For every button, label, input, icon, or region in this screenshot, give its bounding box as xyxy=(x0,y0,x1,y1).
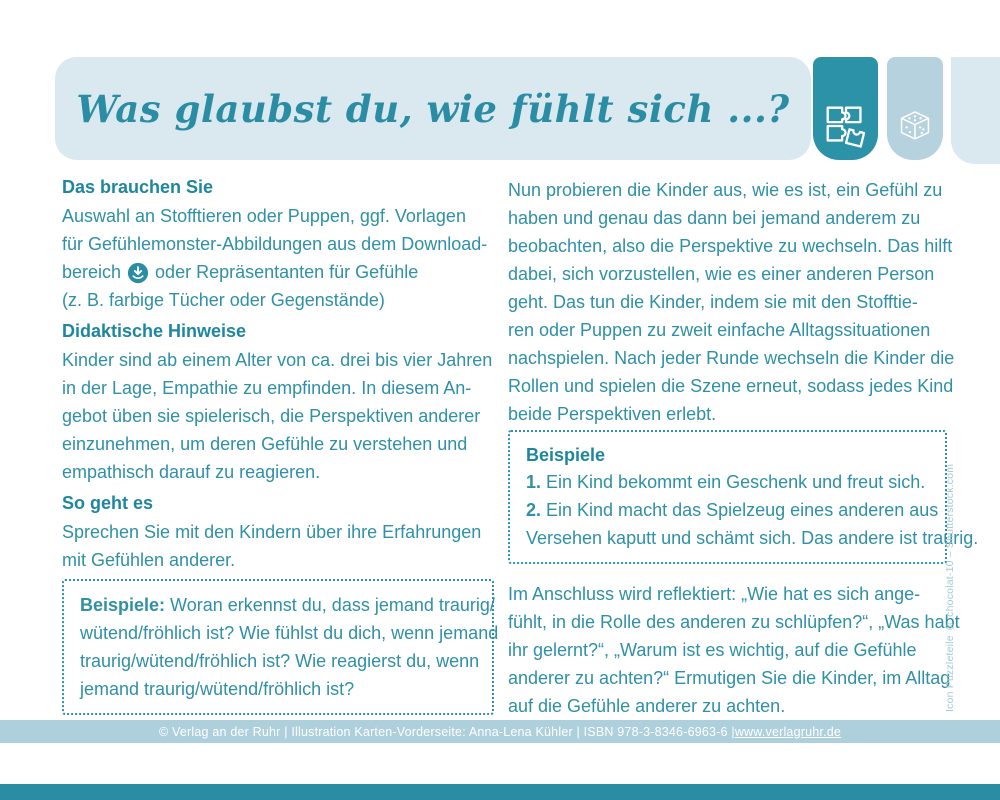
text-line: traurig/wütend/fröhlich ist? Wie reagierst du, wenn xyxy=(80,651,480,671)
text-line: wütend/fröhlich ist? Wie fühlst du dich, wenn jemand xyxy=(80,623,499,643)
text-line: gebot üben sie spielerisch, die Perspektiven anderer xyxy=(62,406,481,426)
paragraph-didactics xyxy=(62,346,502,486)
paragraph-material xyxy=(62,202,502,314)
tab-dice xyxy=(887,57,943,160)
text-line: ren oder Puppen zu zweit einfache Alltagssituationen xyxy=(508,320,931,340)
bottom-accent-strip xyxy=(0,784,1000,800)
text-line: geht. Das tun die Kinder, indem sie mit den Stofftie- xyxy=(508,292,918,312)
text-line: Versehen kaputt und schämt sich. Das andere ist traurig. xyxy=(526,528,979,548)
publisher-url[interactable]: www.verlagruhr.de xyxy=(734,724,842,739)
section-heading-didaktische-hinweise: Didaktische Hinweise xyxy=(62,321,247,341)
text-line: mit Gefühlen anderer. xyxy=(62,550,236,570)
text-line: (z. B. farbige Tücher oder Gegenstände) xyxy=(62,290,385,310)
examples-left-text xyxy=(80,591,499,703)
download-icon xyxy=(126,262,150,282)
footer-bar xyxy=(0,720,1000,743)
text-line: einzunehmen, um deren Gefühle zu verstehen und xyxy=(62,434,468,454)
text-line: 2. Ein Kind macht das Spielzeug eines anderen aus xyxy=(526,500,939,520)
title-bar xyxy=(55,57,811,160)
puzzle-icon xyxy=(820,100,872,152)
text-line: beobachten, also die Perspektive zu wechseln. Das hilft xyxy=(508,236,953,256)
text-line: jemand traurig/wütend/fröhlich ist? xyxy=(80,679,355,699)
text-line: haben und genau das dann bei jemand anderem zu xyxy=(508,208,921,228)
text-line: ihr gelernt?“, „Warum ist es wichtig, auf die Gefühle xyxy=(508,640,917,660)
paragraph-how-to xyxy=(62,518,502,574)
tab-puzzle xyxy=(813,57,878,160)
text-line: Sprechen Sie mit den Kindern über ihre Erfahrungen xyxy=(62,522,482,542)
text-line: empathisch darauf zu reagieren. xyxy=(62,462,321,482)
page-title: Was glaubst du, wie fühlt sich ...? xyxy=(76,86,790,131)
section-heading-so-geht-es: So geht es xyxy=(62,493,154,513)
text-line: für Gefühlemonster-Abbildungen aus dem Download- xyxy=(62,234,488,254)
left-column xyxy=(62,174,502,715)
text-line: beide Perspektiven erlebt. xyxy=(508,404,717,424)
dice-icon xyxy=(896,108,934,146)
text-line: Rollen und spielen die Szene erneut, sodass jedes Kind xyxy=(508,376,954,396)
text-line: fühlt, in die Rolle des anderen zu schlüpfen?“, „Was habt xyxy=(508,612,960,632)
text-line: bereich oder Repräsentanten für Gefühle xyxy=(62,262,419,282)
text-line: dabei, sich vorzustellen, wie es einer anderen Person xyxy=(508,264,935,284)
tab-partial xyxy=(951,57,1000,164)
paragraph-perspective xyxy=(508,176,955,428)
image-credit: Icon Puzzleteile © chocolat-10 – Shutterstock.com xyxy=(944,463,956,712)
examples-box-heading: Beispiele xyxy=(526,445,606,465)
examples-box-left xyxy=(62,579,499,715)
examples-box-right xyxy=(508,430,979,564)
footer-text: © Verlag an der Ruhr | Illustration Karten-Vorderseite: Anna-Lena Kühler | ISBN 978-3-8346-6963-6 | xyxy=(158,724,735,739)
text-line: Im Anschluss wird reflektiert: „Wie hat es sich ange- xyxy=(508,584,921,604)
examples-right-text xyxy=(526,468,979,552)
text-line: Kinder sind ab einem Alter von ca. drei bis vier Jahren xyxy=(62,350,493,370)
text-line: Auswahl an Stofftieren oder Puppen, ggf. Vorlagen xyxy=(62,206,466,226)
text-line: auf die Gefühle anderer zu achten. xyxy=(508,696,786,716)
text-line: nachspielen. Nach jeder Runde wechseln die Kinder die xyxy=(508,348,955,368)
text-line: anderer zu achten?“ Ermutigen Sie die Kinder, im Alltag xyxy=(508,668,951,688)
text-line: Beispiele: Woran erkennst du, dass jemand traurig/ xyxy=(80,595,495,615)
text-line: 1. Ein Kind bekommt ein Geschenk und freut sich. xyxy=(526,472,926,492)
text-line: in der Lage, Empathie zu empfinden. In diesem An- xyxy=(62,378,472,398)
text-line: Nun probieren die Kinder aus, wie es ist, ein Gefühl zu xyxy=(508,180,943,200)
section-heading-das-brauchen-sie: Das brauchen Sie xyxy=(62,177,214,197)
